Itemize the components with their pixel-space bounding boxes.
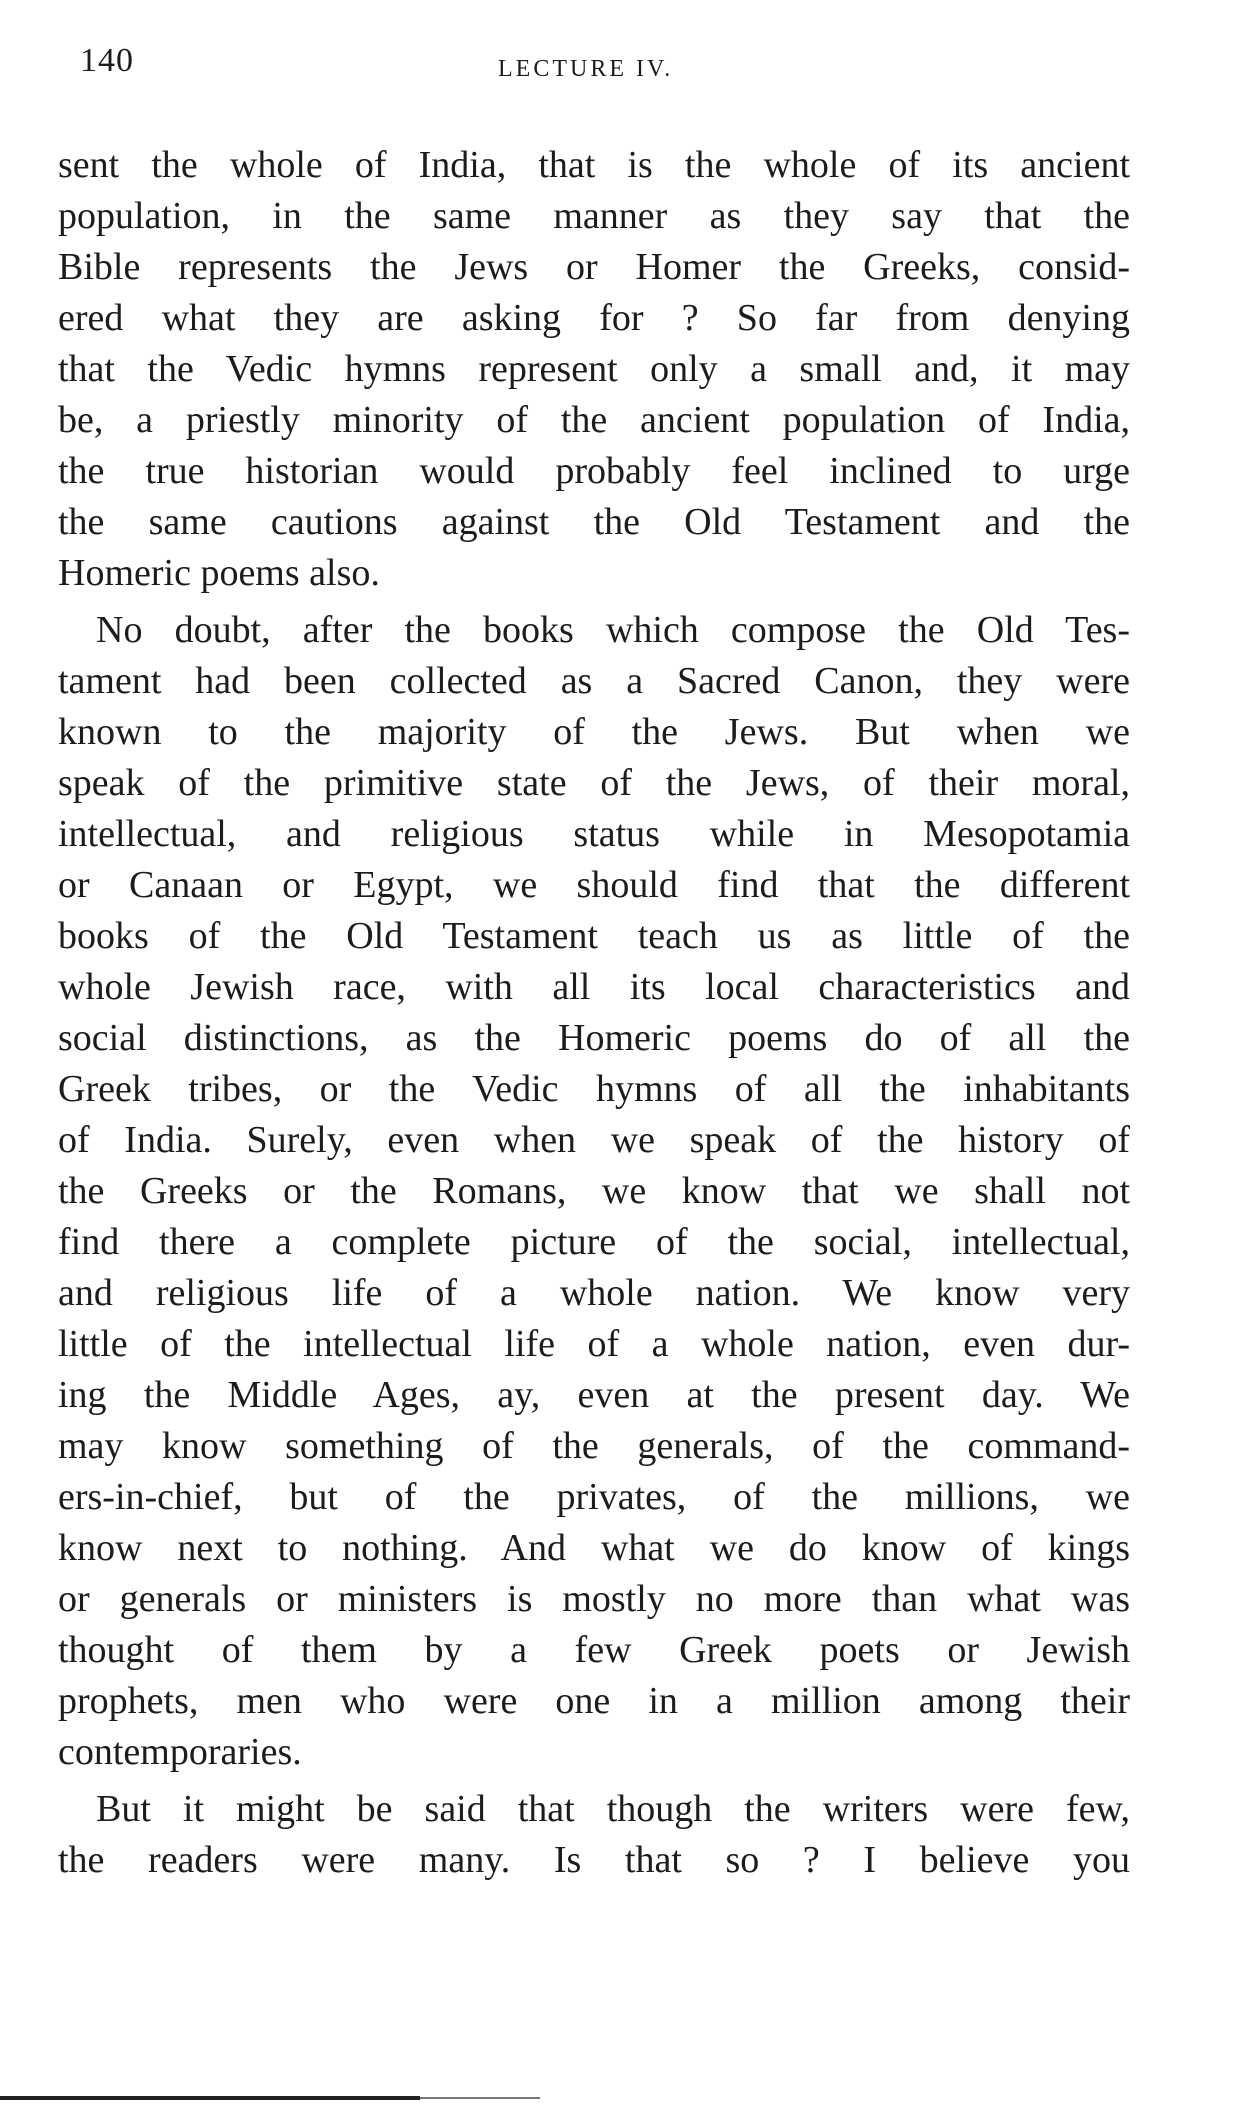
page-number: 140 xyxy=(80,42,134,79)
text-line: the same cautions against the Old Testament and the xyxy=(58,501,1130,543)
text-line: be, a priestly minority of the ancient population of India, xyxy=(58,399,1130,441)
text-line: of India. Surely, even when we speak of the history of xyxy=(58,1119,1130,1161)
paragraph-first-line: But it might be said that though the writers were few, xyxy=(96,1788,1130,1830)
text-line: books of the Old Testament teach us as little of the xyxy=(58,915,1130,957)
running-head xyxy=(80,42,1120,92)
text-line: or Canaan or Egypt, we should find that the different xyxy=(58,864,1130,906)
text-line: Bible represents the Jews or Homer the Greeks, consid- xyxy=(58,246,1130,288)
text-line: population, in the same manner as they say that the xyxy=(58,195,1130,237)
text-line: Homeric poems also. xyxy=(58,552,380,594)
text-line: social distinctions, as the Homeric poems do of all the xyxy=(58,1017,1130,1059)
paragraph-first-line: No doubt, after the books which compose the Old Tes- xyxy=(96,609,1130,651)
text-line: find there a complete picture of the social, intellectual, xyxy=(58,1221,1130,1263)
text-line: sent the whole of India, that is the whole of its ancient xyxy=(58,144,1130,186)
text-line: intellectual, and religious status while in Mesopotamia xyxy=(58,813,1130,855)
text-line: thought of them by a few Greek poets or Jewish xyxy=(58,1629,1130,1671)
page-bottom-edge-fade xyxy=(420,2097,540,2099)
text-line: and religious life of a whole nation. We know very xyxy=(58,1272,1130,1314)
text-line: ers-in-chief, but of the privates, of the millions, we xyxy=(58,1476,1130,1518)
text-line: Greek tribes, or the Vedic hymns of all the inhabitants xyxy=(58,1068,1130,1110)
body-text xyxy=(58,140,1130,1886)
text-line: speak of the primitive state of the Jews, of their moral, xyxy=(58,762,1130,804)
text-line: prophets, men who were one in a million among their xyxy=(58,1680,1130,1722)
text-line: or generals or ministers is mostly no more than what was xyxy=(58,1578,1130,1620)
text-line: known to the majority of the Jews. But when we xyxy=(58,711,1130,753)
lecture-heading: LECTURE IV. xyxy=(498,56,674,82)
text-line: may know something of the generals, of the command- xyxy=(58,1425,1130,1467)
text-line: ered what they are asking for ? So far from denying xyxy=(58,297,1130,339)
text-line: the Greeks or the Romans, we know that we shall not xyxy=(58,1170,1130,1212)
text-line: contemporaries. xyxy=(58,1731,302,1773)
text-line: know next to nothing. And what we do know of kings xyxy=(58,1527,1130,1569)
text-line: little of the intellectual life of a whole nation, even dur- xyxy=(58,1323,1130,1365)
text-line: ing the Middle Ages, ay, even at the present day. We xyxy=(58,1374,1130,1416)
text-line: tament had been collected as a Sacred Canon, they were xyxy=(58,660,1130,702)
text-line: whole Jewish race, with all its local characteristics and xyxy=(58,966,1130,1008)
text-line: the readers were many. Is that so ? I believe you xyxy=(58,1839,1130,1881)
page-bottom-edge xyxy=(0,2096,420,2100)
text-line: the true historian would probably feel inclined to urge xyxy=(58,450,1130,492)
text-line: that the Vedic hymns represent only a small and, it may xyxy=(58,348,1130,390)
